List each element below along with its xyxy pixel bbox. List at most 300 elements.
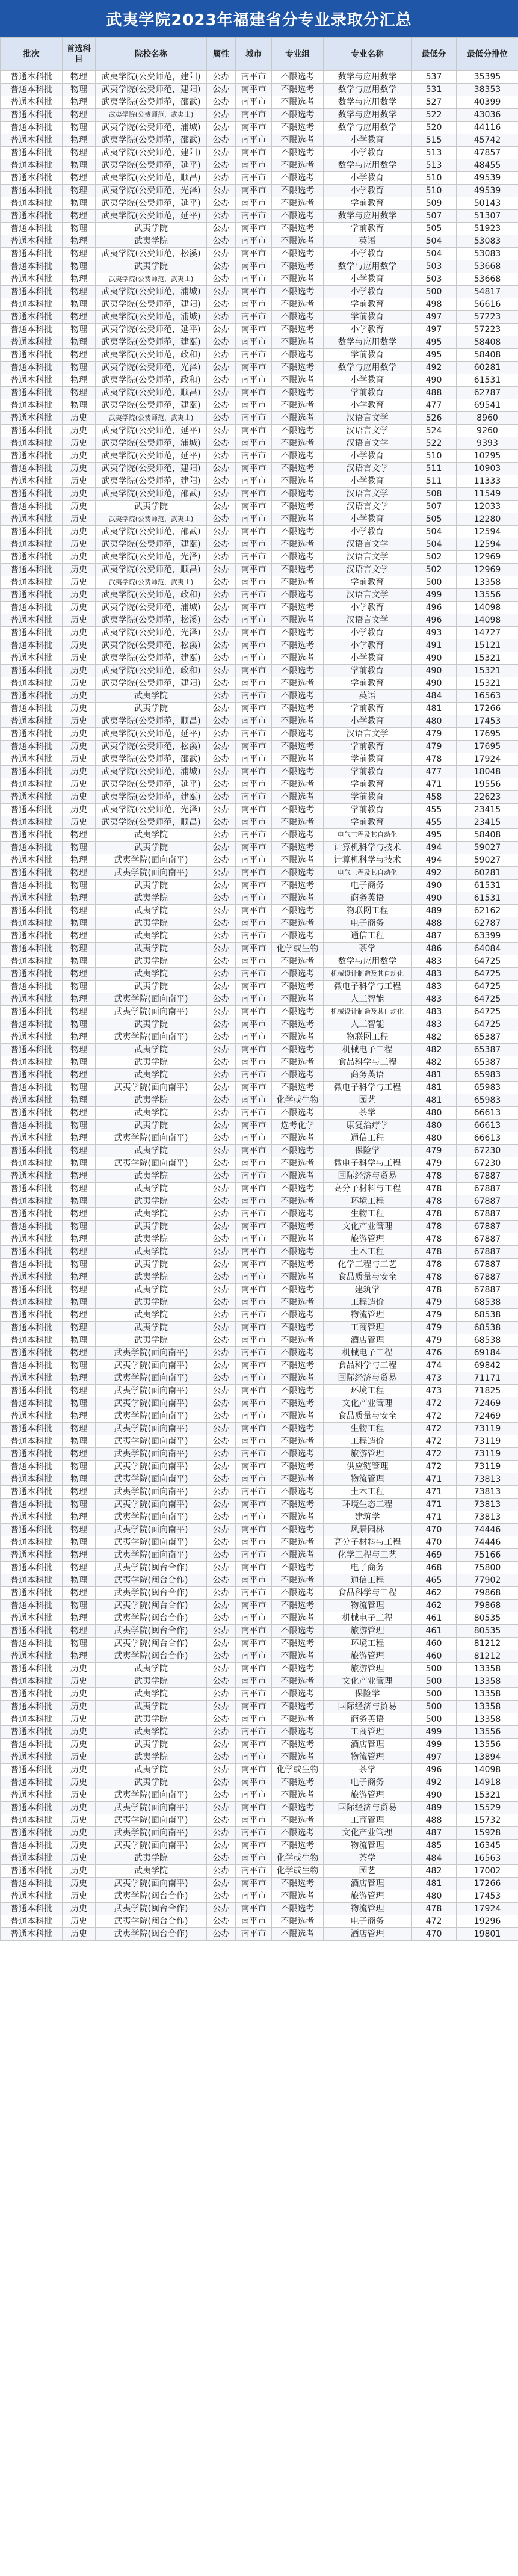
cell-type: 公办 — [207, 1776, 236, 1789]
cell-type: 公办 — [207, 1347, 236, 1360]
cell-group: 不限选考 — [272, 1006, 324, 1018]
cell-min-score: 472 — [412, 1397, 457, 1410]
cell-city: 南平市 — [236, 1511, 272, 1524]
admission-score-table — [0, 37, 518, 1941]
cell-city: 南平市 — [236, 564, 272, 576]
cell-min-score: 482 — [412, 1056, 457, 1069]
cell-type: 公办 — [207, 1448, 236, 1461]
cell-group: 化学或生物 — [272, 1852, 324, 1865]
cell-school: 武夷学院(闽台合作) — [96, 1612, 207, 1625]
cell-min-rank: 14727 — [457, 627, 518, 639]
cell-min-score: 483 — [412, 993, 457, 1006]
cell-batch: 普通本科批 — [1, 1056, 63, 1069]
cell-major: 茶学 — [324, 1764, 412, 1776]
cell-subject: 物理 — [63, 109, 96, 122]
table-row — [1, 1915, 518, 1928]
cell-min-score: 513 — [412, 159, 457, 172]
cell-min-score: 483 — [412, 1006, 457, 1018]
table-row — [1, 1094, 518, 1107]
cell-school: 武夷学院(公费师范，松溪) — [96, 614, 207, 627]
cell-group: 不限选考 — [272, 1170, 324, 1183]
cell-min-rank: 67230 — [457, 1157, 518, 1170]
cell-major: 商务英语 — [324, 1069, 412, 1082]
table-row — [1, 665, 518, 677]
cell-min-score: 480 — [412, 715, 457, 728]
cell-type: 公办 — [207, 1486, 236, 1499]
cell-group: 不限选考 — [272, 551, 324, 564]
cell-city: 南平市 — [236, 1006, 272, 1018]
cell-min-rank: 62162 — [457, 905, 518, 917]
cell-type: 公办 — [207, 741, 236, 753]
cell-city: 南平市 — [236, 311, 272, 324]
table-row — [1, 1802, 518, 1814]
cell-batch: 普通本科批 — [1, 1195, 63, 1208]
table-row — [1, 1776, 518, 1789]
cell-min-score: 504 — [412, 248, 457, 260]
cell-subject: 物理 — [63, 1612, 96, 1625]
table-row — [1, 1309, 518, 1322]
cell-school: 武夷学院(公费师范，建瓯) — [96, 791, 207, 804]
cell-min-score: 488 — [412, 917, 457, 930]
cell-min-score: 490 — [412, 1789, 457, 1802]
cell-min-rank: 79868 — [457, 1587, 518, 1600]
cell-batch: 普通本科批 — [1, 1499, 63, 1511]
cell-type: 公办 — [207, 1638, 236, 1650]
cell-batch: 普通本科批 — [1, 867, 63, 880]
cell-group: 不限选考 — [272, 1284, 324, 1296]
cell-major: 微电子科学与工程 — [324, 1082, 412, 1094]
cell-subject: 物理 — [63, 1486, 96, 1499]
cell-type: 公办 — [207, 968, 236, 981]
cell-type: 公办 — [207, 450, 236, 463]
cell-type: 公办 — [207, 437, 236, 450]
cell-school: 武夷学院 — [96, 1675, 207, 1688]
cell-city: 南平市 — [236, 71, 272, 84]
cell-type: 公办 — [207, 1587, 236, 1600]
cell-subject: 物理 — [63, 1309, 96, 1322]
cell-type: 公办 — [207, 639, 236, 652]
cell-type: 公办 — [207, 71, 236, 84]
cell-subject: 物理 — [63, 1385, 96, 1397]
table-row — [1, 753, 518, 766]
cell-subject: 物理 — [63, 1334, 96, 1347]
cell-batch: 普通本科批 — [1, 589, 63, 602]
cell-major: 小学教育 — [324, 652, 412, 665]
cell-type: 公办 — [207, 197, 236, 210]
cell-min-rank: 53668 — [457, 273, 518, 286]
cell-major: 酒店管理 — [324, 1334, 412, 1347]
cell-type: 公办 — [207, 248, 236, 260]
cell-major: 国际经济与贸易 — [324, 1170, 412, 1183]
cell-subject: 物理 — [63, 1157, 96, 1170]
cell-min-score: 492 — [412, 362, 457, 374]
table-row — [1, 1764, 518, 1776]
table-row — [1, 1296, 518, 1309]
cell-type: 公办 — [207, 1840, 236, 1852]
cell-subject: 物理 — [63, 387, 96, 399]
cell-min-rank: 48455 — [457, 159, 518, 172]
cell-min-rank: 17924 — [457, 753, 518, 766]
cell-major: 国际经济与贸易 — [324, 1802, 412, 1814]
cell-min-rank: 13556 — [457, 1726, 518, 1739]
cell-major: 酒店管理 — [324, 1928, 412, 1941]
cell-batch: 普通本科批 — [1, 1284, 63, 1296]
table-row — [1, 1157, 518, 1170]
cell-min-rank: 64084 — [457, 943, 518, 955]
cell-min-rank: 17695 — [457, 741, 518, 753]
cell-batch: 普通本科批 — [1, 1170, 63, 1183]
cell-group: 不限选考 — [272, 1688, 324, 1701]
table-row — [1, 122, 518, 134]
table-row — [1, 639, 518, 652]
cell-subject: 物理 — [63, 993, 96, 1006]
cell-city: 南平市 — [236, 1650, 272, 1663]
cell-type: 公办 — [207, 728, 236, 741]
cell-min-score: 491 — [412, 639, 457, 652]
cell-major: 汉语言文学 — [324, 425, 412, 437]
cell-subject: 物理 — [63, 1600, 96, 1612]
cell-subject: 历史 — [63, 526, 96, 538]
cell-min-rank: 51307 — [457, 210, 518, 223]
cell-batch: 普通本科批 — [1, 1082, 63, 1094]
cell-min-score: 481 — [412, 1878, 457, 1890]
cell-school: 武夷学院 — [96, 955, 207, 968]
table-row — [1, 210, 518, 223]
cell-subject: 物理 — [63, 185, 96, 197]
table-row — [1, 1574, 518, 1587]
cell-city: 南平市 — [236, 741, 272, 753]
cell-type: 公办 — [207, 1663, 236, 1675]
cell-group: 不限选考 — [272, 677, 324, 690]
cell-school: 武夷学院(公费师范，浦城) — [96, 437, 207, 450]
cell-batch: 普通本科批 — [1, 1208, 63, 1221]
cell-major: 数学与应用数学 — [324, 96, 412, 109]
cell-type: 公办 — [207, 1524, 236, 1536]
cell-group: 不限选考 — [272, 488, 324, 501]
table-row — [1, 1524, 518, 1536]
cell-type: 公办 — [207, 1233, 236, 1246]
cell-school: 武夷学院(公费师范，顺昌) — [96, 715, 207, 728]
cell-type: 公办 — [207, 1751, 236, 1764]
cell-batch: 普通本科批 — [1, 147, 63, 159]
cell-min-score: 471 — [412, 1473, 457, 1486]
cell-school: 武夷学院(面向南平) — [96, 1486, 207, 1499]
cell-city: 南平市 — [236, 639, 272, 652]
cell-city: 南平市 — [236, 273, 272, 286]
table-row — [1, 235, 518, 248]
table-row — [1, 1195, 518, 1208]
cell-subject: 历史 — [63, 437, 96, 450]
cell-type: 公办 — [207, 1915, 236, 1928]
cell-min-rank: 19801 — [457, 1928, 518, 1941]
cell-school: 武夷学院(公费师范，浦城) — [96, 602, 207, 614]
table-row — [1, 223, 518, 235]
cell-group: 不限选考 — [272, 993, 324, 1006]
cell-group: 不限选考 — [272, 1322, 324, 1334]
cell-min-rank: 53083 — [457, 235, 518, 248]
cell-major: 电子商务 — [324, 917, 412, 930]
cell-city: 南平市 — [236, 260, 272, 273]
cell-min-rank: 60281 — [457, 362, 518, 374]
cell-city: 南平市 — [236, 1713, 272, 1726]
cell-min-score: 478 — [412, 1208, 457, 1221]
table-row — [1, 1814, 518, 1827]
cell-min-rank: 17695 — [457, 728, 518, 741]
cell-min-score: 503 — [412, 260, 457, 273]
cell-batch: 普通本科批 — [1, 159, 63, 172]
cell-city: 南平市 — [236, 286, 272, 298]
cell-major: 学前教育 — [324, 741, 412, 753]
cell-subject: 物理 — [63, 880, 96, 892]
cell-min-rank: 58408 — [457, 829, 518, 842]
cell-min-score: 511 — [412, 463, 457, 475]
cell-school: 武夷学院(公费师范，松溪) — [96, 741, 207, 753]
cell-type: 公办 — [207, 1397, 236, 1410]
cell-batch: 普通本科批 — [1, 564, 63, 576]
cell-city: 南平市 — [236, 1018, 272, 1031]
table-row — [1, 1221, 518, 1233]
cell-city: 南平市 — [236, 842, 272, 854]
cell-batch: 普通本科批 — [1, 1600, 63, 1612]
cell-school: 武夷学院(公费师范，建瓯) — [96, 652, 207, 665]
cell-min-rank: 71825 — [457, 1385, 518, 1397]
cell-batch: 普通本科批 — [1, 993, 63, 1006]
cell-batch: 普通本科批 — [1, 968, 63, 981]
cell-major: 物流管理 — [324, 1309, 412, 1322]
cell-type: 公办 — [207, 1132, 236, 1145]
cell-major: 建筑学 — [324, 1284, 412, 1296]
cell-min-score: 499 — [412, 1739, 457, 1751]
cell-min-rank: 80535 — [457, 1625, 518, 1638]
cell-school: 武夷学院(公费师范，光泽) — [96, 185, 207, 197]
cell-type: 公办 — [207, 362, 236, 374]
cell-min-score: 490 — [412, 665, 457, 677]
cell-type: 公办 — [207, 387, 236, 399]
table-row — [1, 791, 518, 804]
cell-major: 数学与应用数学 — [324, 362, 412, 374]
cell-subject: 历史 — [63, 602, 96, 614]
table-row — [1, 576, 518, 589]
cell-city: 南平市 — [236, 1385, 272, 1397]
cell-major: 数学与应用数学 — [324, 955, 412, 968]
cell-min-score: 488 — [412, 387, 457, 399]
cell-min-rank: 15321 — [457, 1789, 518, 1802]
cell-school: 武夷学院(面向南平) — [96, 1347, 207, 1360]
cell-school: 武夷学院 — [96, 1233, 207, 1246]
cell-min-rank: 53083 — [457, 248, 518, 260]
table-row — [1, 551, 518, 564]
cell-major: 环境工程 — [324, 1195, 412, 1208]
cell-min-rank: 81212 — [457, 1638, 518, 1650]
cell-city: 南平市 — [236, 1461, 272, 1473]
cell-group: 不限选考 — [272, 1233, 324, 1246]
cell-school: 武夷学院(闽台合作) — [96, 1915, 207, 1928]
cell-school: 武夷学院 — [96, 1713, 207, 1726]
cell-major: 物流管理 — [324, 1903, 412, 1915]
cell-city: 南平市 — [236, 197, 272, 210]
table-row — [1, 1739, 518, 1751]
cell-type: 公办 — [207, 1195, 236, 1208]
cell-type: 公办 — [207, 564, 236, 576]
cell-min-rank: 67887 — [457, 1284, 518, 1296]
cell-city: 南平市 — [236, 1852, 272, 1865]
cell-city: 南平市 — [236, 501, 272, 513]
cell-batch: 普通本科批 — [1, 273, 63, 286]
cell-city: 南平市 — [236, 1132, 272, 1145]
cell-type: 公办 — [207, 753, 236, 766]
table-row — [1, 1638, 518, 1650]
cell-major: 小学教育 — [324, 147, 412, 159]
cell-batch: 普通本科批 — [1, 1587, 63, 1600]
table-row — [1, 1499, 518, 1511]
cell-min-score: 470 — [412, 1928, 457, 1941]
cell-major: 学前教育 — [324, 298, 412, 311]
cell-batch: 普通本科批 — [1, 1069, 63, 1082]
cell-major: 数学与应用数学 — [324, 210, 412, 223]
cell-batch: 普通本科批 — [1, 576, 63, 589]
cell-city: 南平市 — [236, 614, 272, 627]
table-row — [1, 778, 518, 791]
cell-city: 南平市 — [236, 551, 272, 564]
cell-min-score: 471 — [412, 1511, 457, 1524]
cell-batch: 普通本科批 — [1, 1776, 63, 1789]
cell-group: 不限选考 — [272, 1208, 324, 1221]
cell-major: 学前教育 — [324, 753, 412, 766]
cell-group: 不限选考 — [272, 1271, 324, 1284]
cell-major: 旅游管理 — [324, 1890, 412, 1903]
cell-min-score: 520 — [412, 122, 457, 134]
cell-subject: 历史 — [63, 488, 96, 501]
cell-subject: 历史 — [63, 463, 96, 475]
cell-min-score: 484 — [412, 1852, 457, 1865]
column-header-subject: 首选科目 — [63, 38, 96, 71]
cell-city: 南平市 — [236, 1486, 272, 1499]
cell-group: 不限选考 — [272, 185, 324, 197]
cell-type: 公办 — [207, 842, 236, 854]
cell-batch: 普通本科批 — [1, 741, 63, 753]
cell-major: 茶学 — [324, 943, 412, 955]
cell-city: 南平市 — [236, 930, 272, 943]
cell-min-score: 488 — [412, 1814, 457, 1827]
cell-subject: 物理 — [63, 1511, 96, 1524]
cell-city: 南平市 — [236, 1271, 272, 1284]
table-row — [1, 1069, 518, 1082]
cell-subject: 历史 — [63, 1814, 96, 1827]
cell-min-rank: 73119 — [457, 1435, 518, 1448]
cell-group: 不限选考 — [272, 614, 324, 627]
cell-school: 武夷学院 — [96, 1284, 207, 1296]
cell-major: 酒店管理 — [324, 1739, 412, 1751]
cell-city: 南平市 — [236, 981, 272, 993]
cell-type: 公办 — [207, 829, 236, 842]
cell-city: 南平市 — [236, 1802, 272, 1814]
cell-major: 机械电子工程 — [324, 1612, 412, 1625]
table-row — [1, 324, 518, 336]
cell-type: 公办 — [207, 1701, 236, 1713]
cell-group: 不限选考 — [272, 1511, 324, 1524]
cell-min-rank: 14918 — [457, 1776, 518, 1789]
table-row — [1, 84, 518, 96]
cell-min-score: 480 — [412, 1890, 457, 1903]
cell-subject: 物理 — [63, 1562, 96, 1574]
cell-subject: 历史 — [63, 652, 96, 665]
cell-major: 数学与应用数学 — [324, 84, 412, 96]
cell-batch: 普通本科批 — [1, 172, 63, 185]
cell-group: 化学或生物 — [272, 1094, 324, 1107]
cell-type: 公办 — [207, 185, 236, 197]
cell-group: 不限选考 — [272, 538, 324, 551]
cell-major: 康复治疗学 — [324, 1120, 412, 1132]
cell-city: 南平市 — [236, 526, 272, 538]
cell-batch: 普通本科批 — [1, 1107, 63, 1120]
cell-group: 不限选考 — [272, 1385, 324, 1397]
cell-group: 不限选考 — [272, 1701, 324, 1713]
cell-type: 公办 — [207, 1271, 236, 1284]
cell-group: 不限选考 — [272, 349, 324, 362]
cell-city: 南平市 — [236, 1473, 272, 1486]
cell-major: 数学与应用数学 — [324, 71, 412, 84]
cell-city: 南平市 — [236, 223, 272, 235]
cell-school: 武夷学院 — [96, 1018, 207, 1031]
cell-city: 南平市 — [236, 324, 272, 336]
cell-school: 武夷学院(面向南平) — [96, 1082, 207, 1094]
cell-batch: 普通本科批 — [1, 1397, 63, 1410]
cell-major: 汉语言文学 — [324, 728, 412, 741]
table-row — [1, 488, 518, 501]
cell-group: 不限选考 — [272, 362, 324, 374]
table-row — [1, 1751, 518, 1764]
table-row — [1, 993, 518, 1006]
cell-batch: 普通本科批 — [1, 981, 63, 993]
cell-min-score: 484 — [412, 690, 457, 703]
cell-batch: 普通本科批 — [1, 1713, 63, 1726]
cell-min-rank: 65387 — [457, 1044, 518, 1056]
cell-group: 选考化学 — [272, 1120, 324, 1132]
cell-subject: 物理 — [63, 298, 96, 311]
cell-school: 武夷学院(公费师范，延平) — [96, 197, 207, 210]
cell-group: 不限选考 — [272, 715, 324, 728]
cell-group: 不限选考 — [272, 273, 324, 286]
cell-min-score: 489 — [412, 905, 457, 917]
cell-min-score: 522 — [412, 437, 457, 450]
cell-major: 环境生态工程 — [324, 1499, 412, 1511]
cell-group: 不限选考 — [272, 1157, 324, 1170]
cell-type: 公办 — [207, 412, 236, 425]
cell-type: 公办 — [207, 1183, 236, 1195]
cell-batch: 普通本科批 — [1, 223, 63, 235]
page-title: 武夷学院2023年福建省分专业录取分汇总 — [106, 11, 412, 29]
cell-school: 武夷学院(公费师范，光泽) — [96, 551, 207, 564]
cell-type: 公办 — [207, 1814, 236, 1827]
cell-group: 不限选考 — [272, 905, 324, 917]
cell-city: 南平市 — [236, 1789, 272, 1802]
table-row — [1, 715, 518, 728]
cell-min-score: 489 — [412, 1802, 457, 1814]
cell-min-rank: 38353 — [457, 84, 518, 96]
cell-min-rank: 68538 — [457, 1309, 518, 1322]
cell-group: 不限选考 — [272, 1650, 324, 1663]
cell-major: 建筑学 — [324, 1511, 412, 1524]
cell-city: 南平市 — [236, 854, 272, 867]
cell-subject: 物理 — [63, 147, 96, 159]
cell-school: 武夷学院(面向南平) — [96, 1827, 207, 1840]
cell-major: 物流管理 — [324, 1473, 412, 1486]
cell-group: 不限选考 — [272, 1562, 324, 1574]
cell-min-score: 509 — [412, 197, 457, 210]
table-row — [1, 614, 518, 627]
cell-major: 小学教育 — [324, 248, 412, 260]
cell-min-score: 473 — [412, 1372, 457, 1385]
